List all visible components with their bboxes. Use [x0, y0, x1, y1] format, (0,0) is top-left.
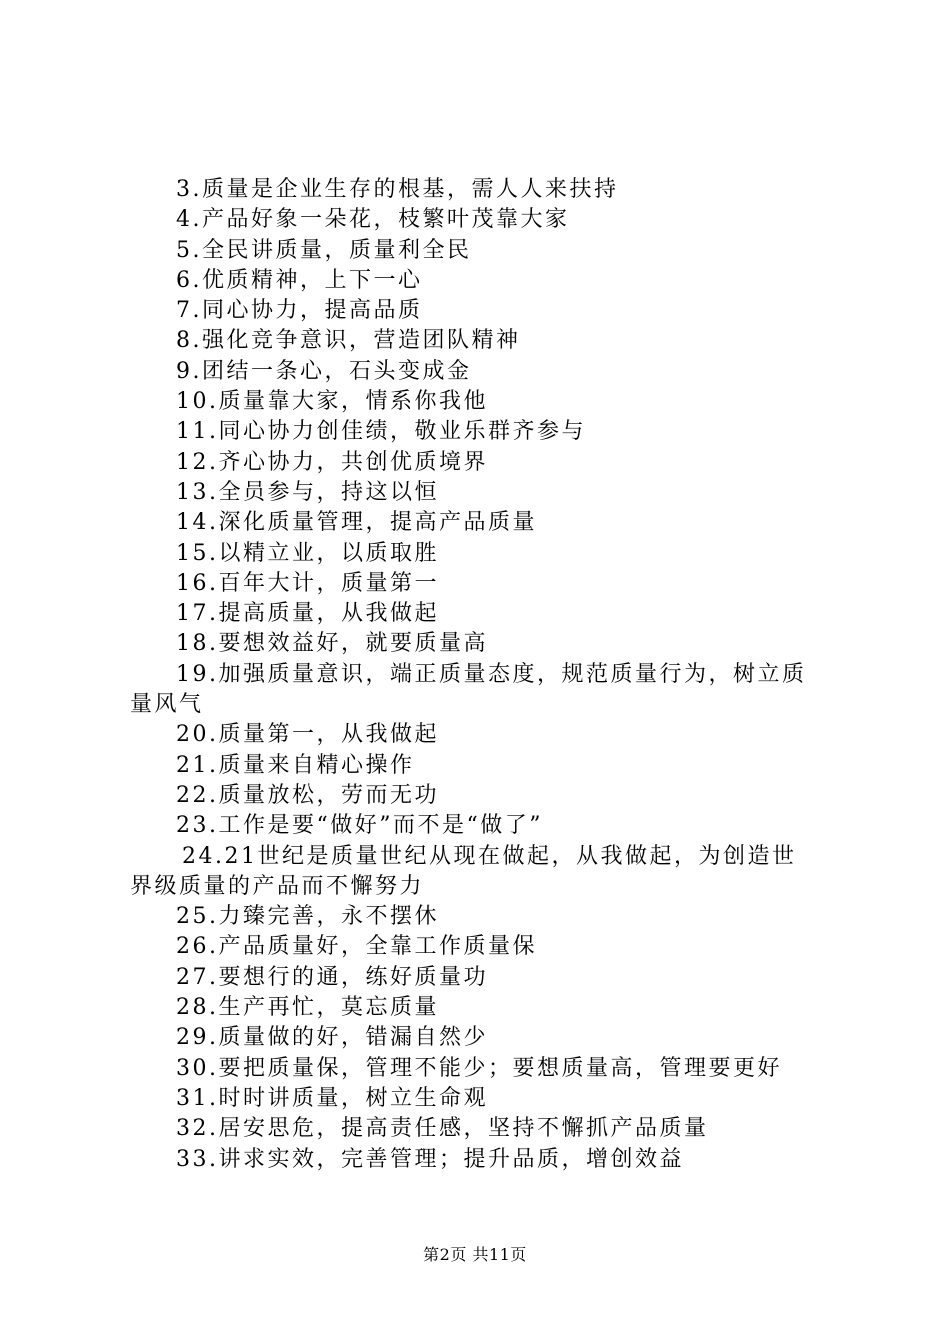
- list-item: 26.产品质量好，全靠工作质量保: [176, 934, 537, 960]
- list-item: 28.生产再忙，莫忘质量: [176, 995, 439, 1021]
- list-item: 21.质量来自精心操作: [176, 752, 415, 778]
- list-item: 12.齐心协力，共创优质境界: [176, 449, 488, 475]
- list-item: 29.质量做的好，错漏自然少: [176, 1025, 488, 1051]
- list-item: 10.质量靠大家，情系你我他: [176, 389, 488, 415]
- list-item: 11.同心协力创佳绩，敬业乐群齐参与: [176, 419, 586, 445]
- list-item: 31.时时讲质量，树立生命观: [176, 1085, 488, 1111]
- list-item: 13.全员参与，持这以恒: [176, 479, 439, 505]
- list-item: 9.团结一条心，石头变成金: [176, 358, 472, 384]
- list-item: 3.质量是企业生存的根基，需人人来扶持: [176, 177, 619, 202]
- list-item: 22.质量放松，劳而无功: [176, 782, 439, 808]
- list-item: 14.深化质量管理，提高产品质量: [176, 510, 537, 536]
- list-item: 6.优质精神，上下一心: [176, 267, 423, 293]
- list-item: 25.力臻完善，永不摆休: [176, 904, 439, 930]
- list-item-continuation: 量风气: [130, 692, 204, 718]
- list-item: 23.工作是要“做好”而不是“做了”: [176, 813, 543, 839]
- slogan-list: [0, 175, 950, 1175]
- list-item: 7.同心协力，提高品质: [176, 298, 423, 324]
- list-item: 17.提高质量，从我做起: [176, 601, 439, 627]
- list-item: 4.产品好象一朵花，枝繁叶茂靠大家: [176, 207, 570, 233]
- list-item: 18.要想效益好，就要质量高: [176, 631, 488, 657]
- list-item: 30.要把质量保，管理不能少；要想质量高，管理要更好: [176, 1055, 782, 1081]
- page-footer: 第2页 共11页: [423, 1245, 527, 1264]
- list-item: 15.以精立业，以质取胜: [176, 540, 439, 566]
- list-item: 24.21世纪是质量世纪从现在做起，从我做起，为创造世: [182, 843, 797, 869]
- list-item-continuation: 界级质量的产品而不懈努力: [130, 873, 425, 899]
- list-item: 33.讲求实效，完善管理；提升品质，增创效益: [176, 1146, 684, 1172]
- list-item: 32.居安思危，提高责任感，坚持不懈抓产品质量: [176, 1116, 709, 1142]
- list-item: 20.质量第一，从我做起: [176, 722, 439, 748]
- list-item: 5.全民讲质量，质量利全民: [176, 237, 472, 263]
- list-item: 19.加强质量意识，端正质量态度，规范质量行为，树立质: [176, 661, 807, 687]
- list-item: 8.强化竞争意识，营造团队精神: [176, 328, 521, 354]
- list-item: 16.百年大计，质量第一: [176, 570, 439, 596]
- list-item: 27.要想行的通，练好质量功: [176, 964, 488, 990]
